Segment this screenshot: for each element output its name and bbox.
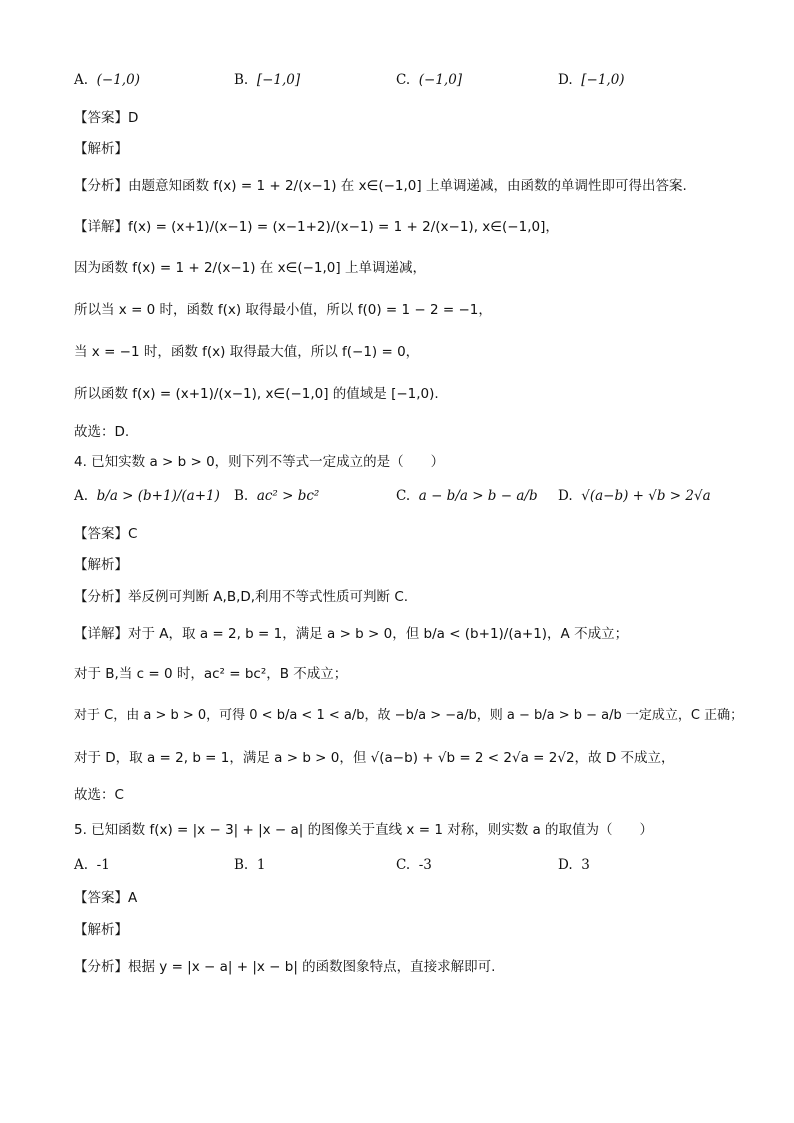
q4-detail-line: 对于 C，由 a > b > 0，可得 0 < b/a < 1 < a/b，故 −b/a > −a/b，则 a − b/a > b − a/b 一定成立，C 正确；: [74, 708, 744, 723]
q3-option-b: [234, 72, 300, 88]
option-label: D.: [558, 488, 573, 504]
q5-option-b: [234, 857, 265, 873]
option-label: C.: [396, 857, 411, 873]
option-label: B.: [234, 857, 249, 873]
q3-analysis-summary: 【分析】由题意知函数 f(x) = 1 + 2/(x−1) 在 x∈(−1,0] 上单调递减，由函数的单调性即可得出答案.: [74, 178, 687, 194]
q4-detail-line: 对于 B,当 c = 0 时，ac² = bc²，B 不成立；: [74, 666, 348, 682]
q4-option-d: [558, 488, 711, 504]
option-label: A.: [74, 488, 89, 504]
option-label: C.: [396, 488, 411, 504]
q4-analysis-summary: 【分析】举反例可判断 A,B,D,利用不等式性质可判断 C.: [74, 589, 409, 605]
q3-option-a: [74, 72, 140, 88]
q3-answer: 【答案】D: [74, 110, 139, 126]
q3-option-d: [558, 72, 625, 88]
q5-option-a: [74, 857, 110, 873]
option-text: [−1,0): [581, 72, 625, 88]
option-text: √(a−b) + √b > 2√a: [581, 488, 711, 504]
q3-detail-line: 当 x = −1 时，函数 f(x) 取得最大值，所以 f(−1) = 0，: [74, 344, 420, 360]
q4-option-c: [396, 488, 538, 504]
option-label: D.: [558, 72, 573, 88]
q5-analysis-heading: 【解析】: [74, 922, 128, 938]
q4-option-b: [234, 488, 319, 504]
q3-detail-line: 所以函数 f(x) = (x+1)/(x−1), x∈(−1,0] 的值域是 [−1,0).: [74, 386, 439, 402]
q4-analysis-heading: 【解析】: [74, 557, 128, 573]
q4-answer: 【答案】C: [74, 526, 138, 542]
q4-detail: 【详解】对于 A，取 a = 2, b = 1，满足 a > b > 0，但 b/a < (b+1)/(a+1)，A 不成立；: [74, 626, 629, 642]
q4-choice: 故选：C: [74, 787, 124, 803]
q5-answer: 【答案】A: [74, 890, 138, 906]
q3-option-c: [396, 72, 462, 88]
q4-detail-line: 对于 D，取 a = 2, b = 1，满足 a > b > 0，但 √(a−b) + √b = 2 < 2√a = 2√2，故 D 不成立，: [74, 750, 675, 766]
option-label: A.: [74, 72, 89, 88]
q5-stem: 5. 已知函数 f(x) = |x − 3| + |x − a| 的图像关于直线 x = 1 对称，则实数 a 的取值为（ ）: [74, 822, 654, 838]
q3-detail-line: 所以当 x = 0 时，函数 f(x) 取得最小值，所以 f(0) = 1 − 2 = −1，: [74, 302, 492, 318]
option-text: a − b/a > b − a/b: [418, 488, 538, 504]
option-label: C.: [396, 72, 411, 88]
q3-detail-line: 因为函数 f(x) = 1 + 2/(x−1) 在 x∈(−1,0] 上单调递减，: [74, 260, 426, 276]
option-text: 1: [256, 857, 266, 873]
q3-choice: 故选：D.: [74, 424, 130, 440]
option-label: D.: [558, 857, 573, 873]
q3-detail: 【详解】f(x) = (x+1)/(x−1) = (x−1+2)/(x−1) = 1 + 2/(x−1), x∈(−1,0]，: [74, 219, 559, 235]
option-text: b/a > (b+1)/(a+1): [96, 488, 220, 504]
option-label: A.: [74, 857, 89, 873]
q5-option-c: [396, 857, 432, 873]
option-text: [−1,0]: [256, 72, 301, 88]
option-text: 3: [581, 857, 590, 873]
option-text: ac² > bc²: [256, 488, 320, 504]
q4-stem: 4. 已知实数 a > b > 0，则下列不等式一定成立的是（ ）: [74, 454, 445, 470]
option-label: B.: [234, 72, 249, 88]
option-text: -1: [96, 857, 110, 873]
q5-option-d: [558, 857, 590, 873]
q4-option-a: [74, 488, 220, 504]
q5-analysis-summary: 【分析】根据 y = |x − a| + |x − b| 的函数图象特点，直接求解即可.: [74, 959, 496, 975]
q3-analysis-heading: 【解析】: [74, 141, 128, 157]
option-text: (−1,0]: [418, 72, 463, 88]
option-text: (−1,0): [96, 72, 140, 88]
option-text: -3: [418, 857, 432, 873]
option-label: B.: [234, 488, 249, 504]
